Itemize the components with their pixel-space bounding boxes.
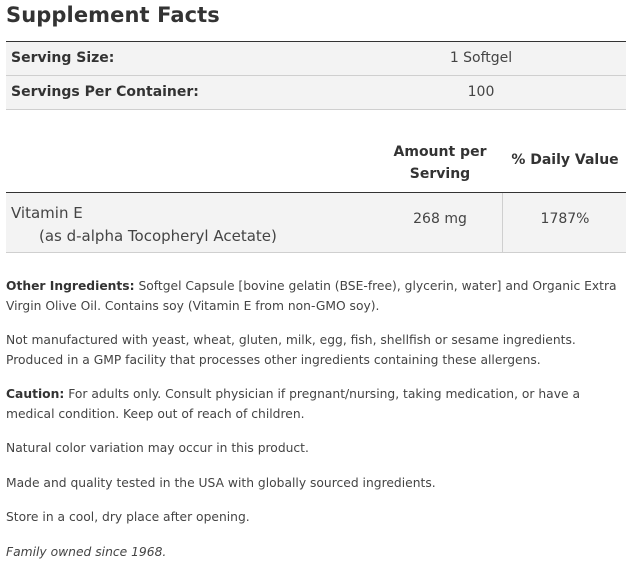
servings-per-container-row [6,76,626,109]
caution-label: Caution: [6,387,65,401]
caution-statement [6,385,628,424]
page-title: Supplement Facts [6,3,220,27]
caution-text: For adults only. Consult physician if pregnant/nursing, taking medication, or have a medical condition. Keep out of reach of children. [6,387,580,421]
made-in-usa-note: Made and quality tested in the USA with globally sourced ingredients. [6,475,436,490]
servings-per-container-value: 100 [467,84,495,100]
nutrient-amount: 268 mg [413,211,467,227]
storage-note: Store in a cool, dry place after opening. [6,510,250,524]
daily-value-header: % Daily Value [511,152,619,168]
other-ingredients [6,277,628,316]
bottom-divider [6,252,626,253]
family-owned-note: Family owned since 1968. [6,544,167,559]
nutrient-detail: (as d-alpha Tocopheryl Acetate) [39,227,277,245]
serving-size-value: 1 Softgel [449,50,513,66]
notes-section [6,277,628,577]
column-header-row [6,141,626,192]
serving-size-label: Serving Size: [11,50,115,66]
nutrient-daily-value: 1787% [540,211,590,227]
amount-header-line2: Serving [409,166,471,182]
nutrient-name-cell [11,202,277,248]
serving-size-row [6,42,626,75]
other-ingredients-label: Other Ingredients: [6,279,135,293]
color-variation-note: Natural color variation may occur in this product. [6,441,309,455]
column-divider [502,193,503,252]
allergen-statement: Not manufactured with yeast, wheat, gluten, milk, egg, fish, shellfish or sesame ingredients. Produced in a GMP facility that processes other ingredients containing these allergens. [6,333,576,367]
other-ingredients-text: Softgel Capsule [bovine gelatin (BSE-free), glycerin, water] and Organic Extra Virgin Olive Oil. Contains soy (Vitamin E from non-GMO soy). [6,279,617,313]
supplement-facts-table [6,41,626,253]
nutrient-row [6,193,626,252]
amount-header-line1: Amount per [393,144,487,160]
amount-per-serving-header [386,141,494,185]
nutrient-name: Vitamin E [11,204,83,222]
servings-per-container-label: Servings Per Container: [11,84,199,100]
